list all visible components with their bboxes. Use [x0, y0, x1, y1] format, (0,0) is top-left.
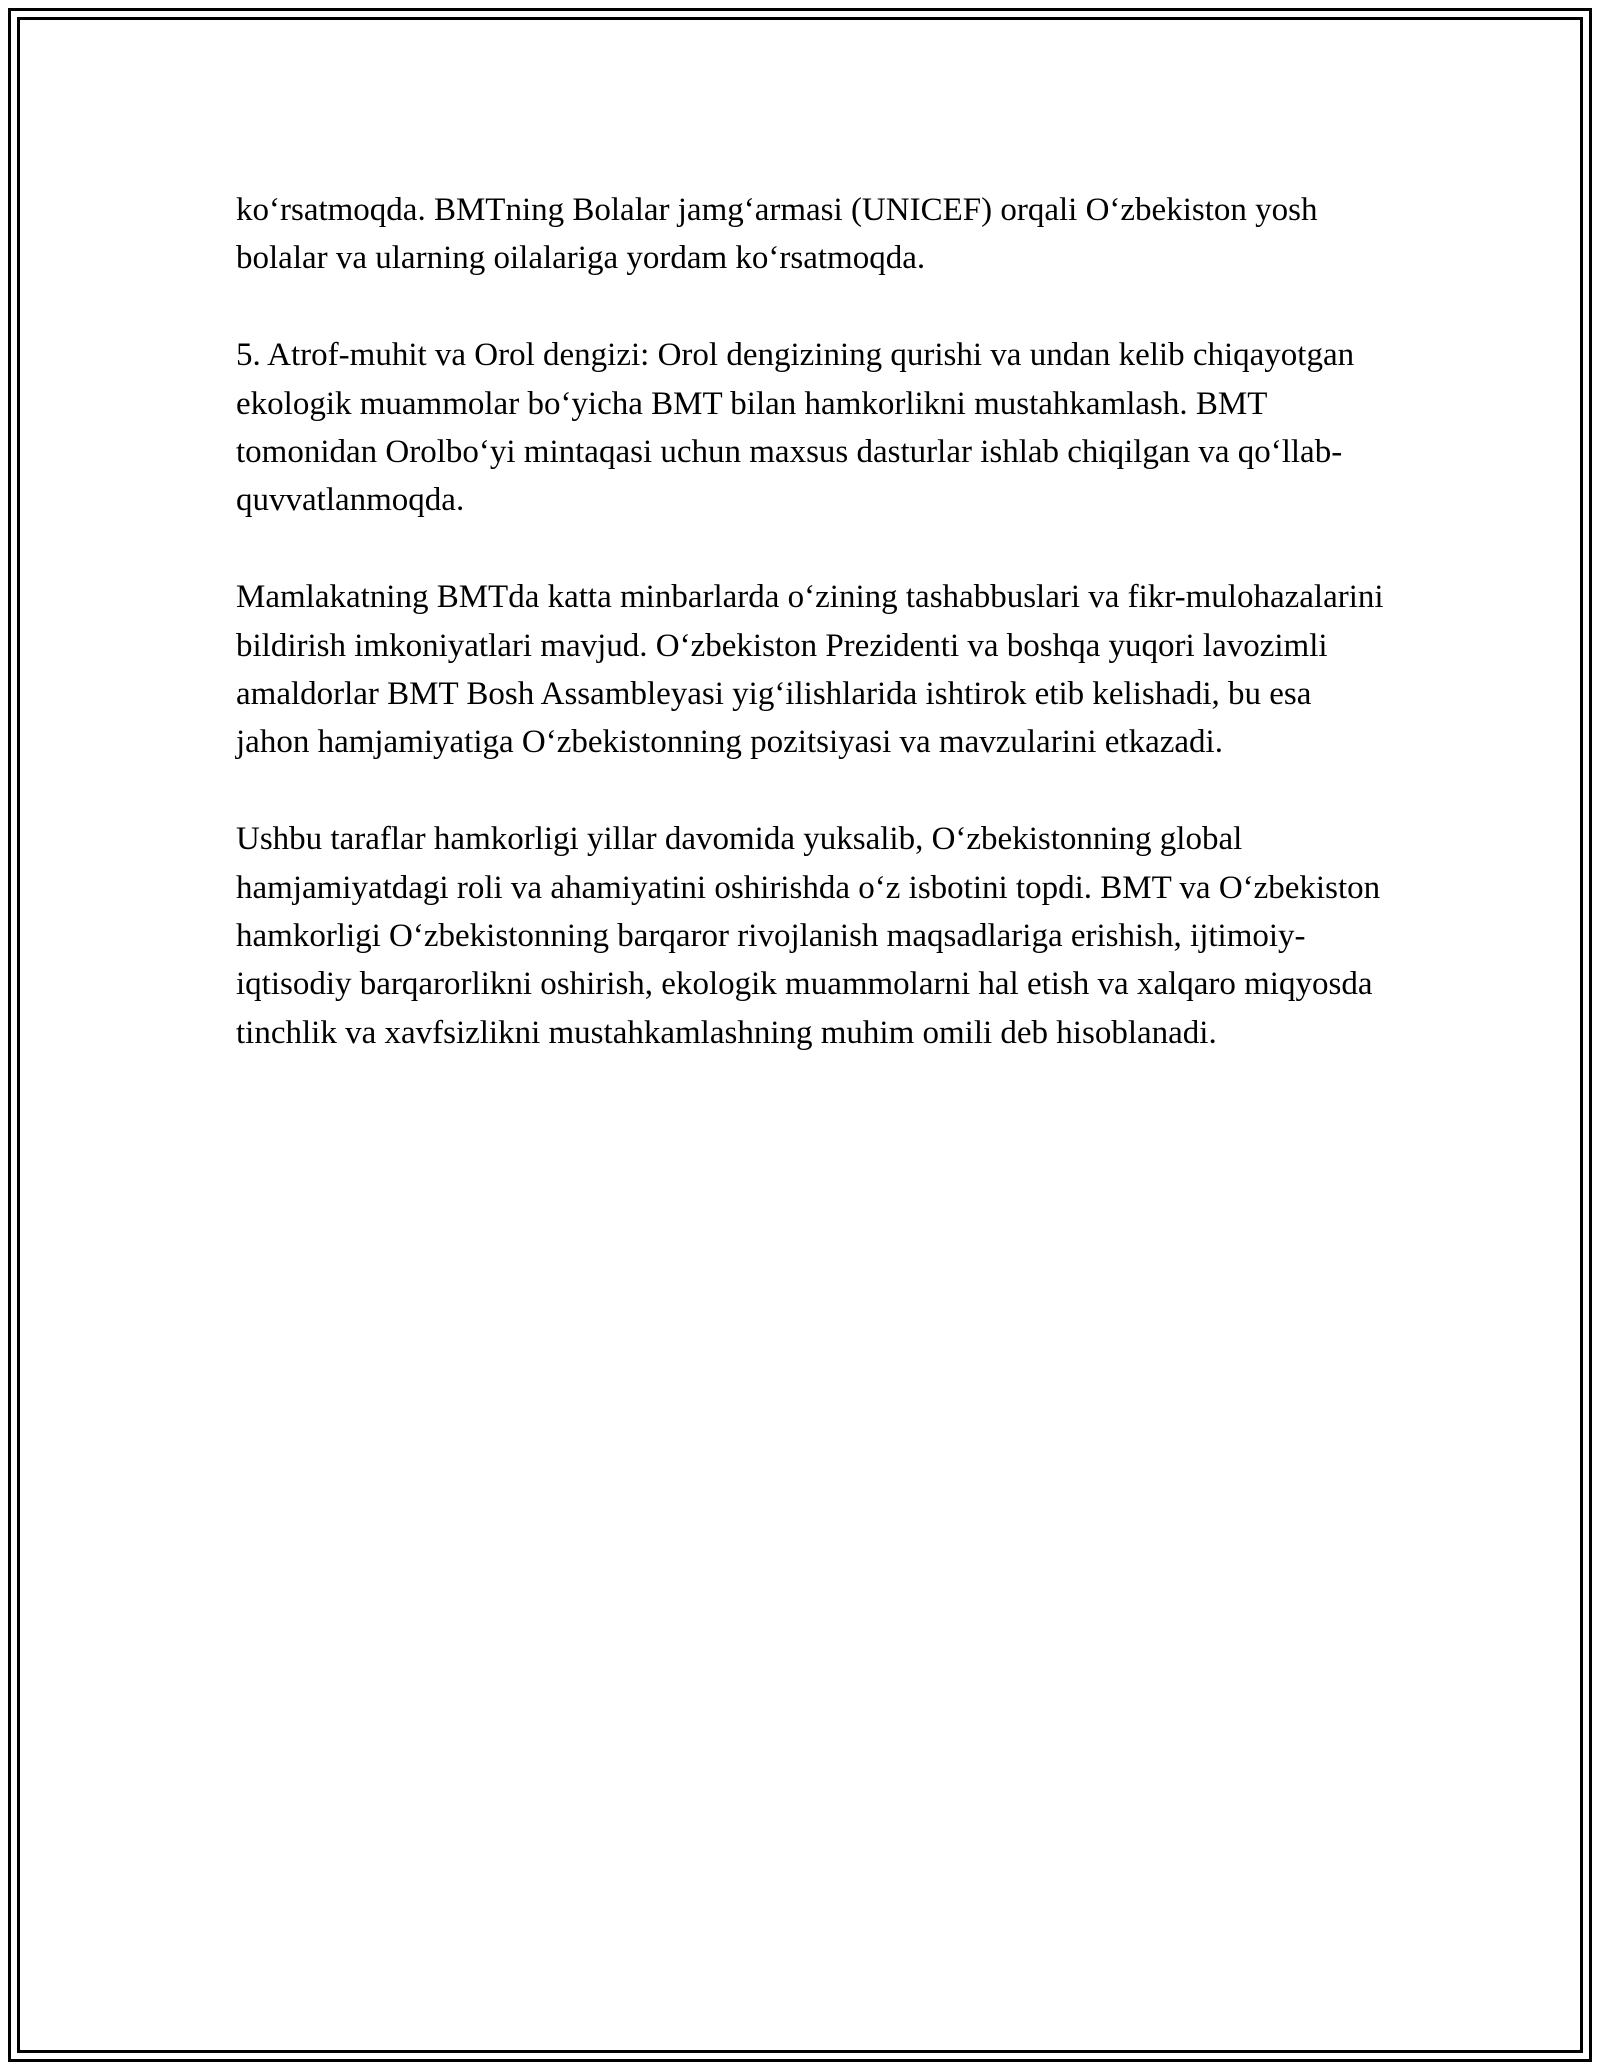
paragraph-un-platforms: Mamlakatning BMTda katta minbarlarda o‘zining tashabbuslari va fikr-mulohazalarini bildirish imkoniyatlari mavjud. O‘zbekiston Prezidenti va boshqa yuqori lavozimli amaldorlar BMT Bosh Assambleyasi yig‘ilishlarida ishtirok etib kelishadi, bu esa jahon hamjamiyatiga O‘zbekistonning pozitsiyasi va mavzularini etkazadi. — [236, 579, 1384, 761]
document-body — [236, 186, 1386, 1106]
paragraph-unicef-continuation: ko‘rsatmoqda. BMTning Bolalar jamg‘armasi (UNICEF) orqali O‘zbekiston yosh bolalar va ularning oilalariga yordam ko‘rsatmoqda. — [236, 192, 1318, 277]
paragraph-conclusion: Ushbu taraflar hamkorligi yillar davomida yuksalib, O‘zbekistonning global hamjamiyatdagi roli va ahamiyatini oshirishda o‘z isbotini topdi. BMT va O‘zbekiston hamkorligi O‘zbekistonning barqaror rivojlanish maqsadlariga erishish, ijtimoiy-iqtisodiy barqarorlikni oshirish, ekologik muammolarni hal etish va xalqaro miqyosda tinchlik va xavfsizlikni mustahkamlashning muhim omili deb hisoblanadi. — [236, 821, 1381, 1051]
paragraph-environment-aral-sea: 5. Atrof-muhit va Orol dengizi: Orol dengizining qurishi va undan kelib chiqayotgan ekologik muammolar bo‘yicha BMT bilan hamkorlikni mustahkamlash. BMT tomonidan Orolbo‘yi mintaqasi uchun maxsus dasturlar ishlab chiqilgan va qo‘llab-quvvatlanmoqda. — [236, 337, 1355, 519]
